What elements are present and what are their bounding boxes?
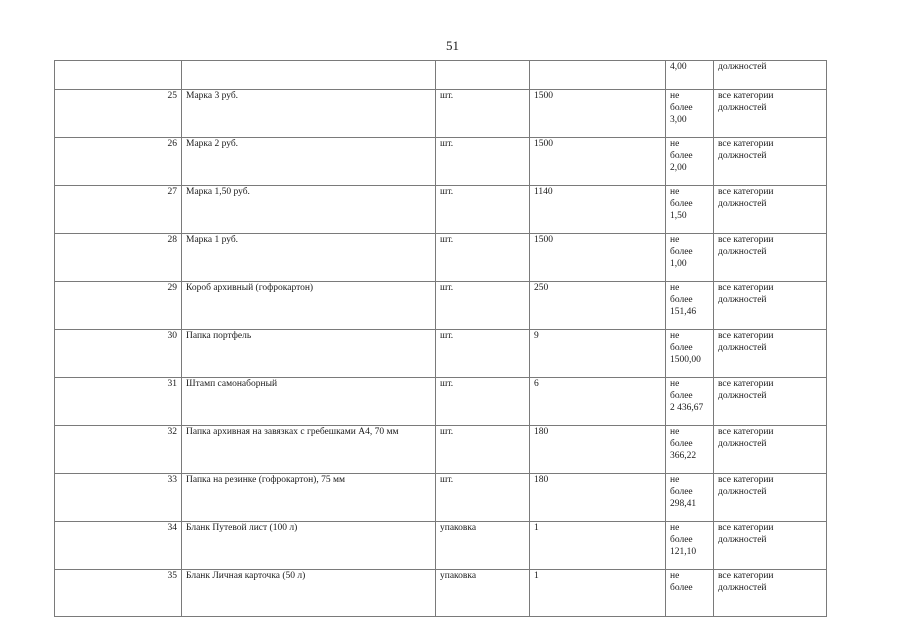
category-line: все категории [718, 91, 774, 101]
qty-cell [530, 234, 666, 282]
category-cell [714, 282, 827, 330]
unit-cell [436, 570, 530, 617]
item-quantity: 1 [534, 571, 539, 581]
category-line: должностей [718, 151, 767, 161]
row-number: 34 [167, 523, 177, 533]
item-quantity: 1140 [534, 187, 553, 197]
price-cell [666, 474, 714, 522]
price-cell [666, 61, 714, 90]
price-line: 1,50 [670, 211, 687, 221]
category-value: должностей [718, 62, 767, 72]
num-cell [55, 570, 182, 617]
item-name: Марка 1,50 руб. [186, 187, 250, 197]
row-number: 31 [167, 379, 177, 389]
unit-cell [436, 282, 530, 330]
table-row [55, 186, 827, 234]
row-number: 28 [167, 235, 177, 245]
num-cell [55, 330, 182, 378]
item-quantity: 1 [534, 523, 539, 533]
price-line: 121,10 [670, 547, 697, 557]
price-cell [666, 234, 714, 282]
price-cell [666, 282, 714, 330]
name-cell [182, 570, 436, 617]
price-line: не [670, 139, 680, 149]
price-line: более [670, 247, 693, 257]
category-line: должностей [718, 439, 767, 449]
qty-cell [530, 90, 666, 138]
name-cell [182, 474, 436, 522]
num-cell [55, 426, 182, 474]
unit-cell [436, 186, 530, 234]
category-line: должностей [718, 103, 767, 113]
qty-cell [530, 570, 666, 617]
item-quantity: 250 [534, 283, 549, 293]
qty-cell [530, 474, 666, 522]
category-cell [714, 186, 827, 234]
price-line: более [670, 487, 693, 497]
item-quantity: 1500 [534, 235, 553, 245]
qty-cell [530, 426, 666, 474]
price-line: 298,41 [670, 499, 697, 509]
price-line: более [670, 439, 693, 449]
qty-cell [530, 522, 666, 570]
qty-cell [530, 330, 666, 378]
price-line: 3,00 [670, 115, 687, 125]
unit-cell [436, 426, 530, 474]
item-unit: шт. [440, 91, 454, 101]
item-name: Папка архивная на завязках с гребешками А4, 70 мм [186, 427, 399, 437]
category-line: все категории [718, 571, 774, 581]
price-cell [666, 378, 714, 426]
price-cell [666, 426, 714, 474]
items-table-body [55, 61, 827, 617]
price-cell [666, 90, 714, 138]
category-cell [714, 378, 827, 426]
category-line: все категории [718, 475, 774, 485]
price-cell [666, 138, 714, 186]
item-name: Штамп самонаборный [186, 379, 278, 389]
table-row [55, 378, 827, 426]
item-unit: шт. [440, 427, 454, 437]
category-cell [714, 234, 827, 282]
category-cell [714, 522, 827, 570]
price-line: не [670, 283, 680, 293]
name-cell [182, 378, 436, 426]
category-line: все категории [718, 283, 774, 293]
price-line: не [670, 523, 680, 533]
category-line: все категории [718, 235, 774, 245]
table-row [55, 474, 827, 522]
table-row [55, 522, 827, 570]
category-cell [714, 61, 827, 90]
item-name: Бланк Путевой лист (100 л) [186, 523, 298, 533]
name-cell [182, 186, 436, 234]
item-quantity: 9 [534, 331, 539, 341]
item-quantity: 180 [534, 475, 549, 485]
table-row [55, 330, 827, 378]
num-cell [55, 234, 182, 282]
category-line: должностей [718, 487, 767, 497]
item-unit: шт. [440, 475, 454, 485]
item-name: Папка на резинке (гофрокартон), 75 мм [186, 475, 345, 485]
qty-cell [530, 186, 666, 234]
category-line: все категории [718, 427, 774, 437]
row-number: 29 [167, 283, 177, 293]
price-line: 1,00 [670, 259, 687, 269]
category-line: все категории [718, 523, 774, 533]
table-row [55, 138, 827, 186]
price-line: более [670, 535, 693, 545]
category-line: должностей [718, 199, 767, 209]
category-line: должностей [718, 535, 767, 545]
row-number: 27 [167, 187, 177, 197]
item-name: Марка 1 руб. [186, 235, 239, 245]
table-row [55, 234, 827, 282]
item-unit: шт. [440, 331, 454, 341]
price-line: более [670, 583, 693, 593]
price-line: более [670, 343, 693, 353]
table-row [55, 90, 827, 138]
item-unit: шт. [440, 283, 454, 293]
price-line: более [670, 199, 693, 209]
qty-cell [530, 282, 666, 330]
item-name: Папка портфель [186, 331, 252, 341]
table-row [55, 426, 827, 474]
unit-cell [436, 330, 530, 378]
category-line: все категории [718, 379, 774, 389]
item-name: Бланк Личная карточка (50 л) [186, 571, 306, 581]
item-name: Короб архивный (гофрокартон) [186, 283, 314, 293]
price-line: 366,22 [670, 451, 697, 461]
unit-cell [436, 522, 530, 570]
unit-cell [436, 378, 530, 426]
row-number: 26 [167, 139, 177, 149]
category-line: должностей [718, 343, 767, 353]
category-cell [714, 138, 827, 186]
category-cell [714, 474, 827, 522]
category-line: все категории [718, 187, 774, 197]
page-number: 51 [446, 38, 459, 53]
price-cell [666, 186, 714, 234]
unit-cell [436, 90, 530, 138]
item-unit: шт. [440, 235, 454, 245]
price-line: не [670, 427, 680, 437]
price-line: не [670, 475, 680, 485]
item-unit: упаковка [440, 571, 477, 581]
name-cell [182, 426, 436, 474]
category-line: должностей [718, 391, 767, 401]
name-cell [182, 138, 436, 186]
price-line: не [670, 91, 680, 101]
unit-cell [436, 138, 530, 186]
unit-cell [436, 474, 530, 522]
price-cell [666, 570, 714, 617]
qty-cell [530, 138, 666, 186]
num-cell [55, 282, 182, 330]
row-number: 32 [167, 427, 177, 437]
price-line: 151,46 [670, 307, 697, 317]
price-line: не [670, 235, 680, 245]
name-cell [182, 234, 436, 282]
price-line: 2,00 [670, 163, 687, 173]
price-line: более [670, 295, 693, 305]
category-line: все категории [718, 139, 774, 149]
name-cell [182, 90, 436, 138]
item-quantity: 180 [534, 427, 549, 437]
qty-cell [530, 378, 666, 426]
row-number: 25 [167, 91, 177, 101]
category-line: должностей [718, 247, 767, 257]
row-number: 30 [167, 331, 177, 341]
item-unit: шт. [440, 187, 454, 197]
category-line: должностей [718, 583, 767, 593]
category-cell [714, 330, 827, 378]
name-cell [182, 61, 436, 90]
category-cell [714, 90, 827, 138]
num-cell [55, 61, 182, 90]
unit-cell [436, 61, 530, 90]
item-quantity: 1500 [534, 139, 553, 149]
price-line: не [670, 571, 680, 581]
price-line: более [670, 151, 693, 161]
table-row [55, 282, 827, 330]
item-quantity: 1500 [534, 91, 553, 101]
num-cell [55, 474, 182, 522]
category-cell [714, 570, 827, 617]
price-line: 1500,00 [670, 355, 701, 365]
category-line: должностей [718, 295, 767, 305]
item-unit: упаковка [440, 523, 477, 533]
price-line: более [670, 103, 693, 113]
item-unit: шт. [440, 139, 454, 149]
name-cell [182, 330, 436, 378]
unit-cell [436, 234, 530, 282]
category-line: все категории [718, 331, 774, 341]
price-cell [666, 522, 714, 570]
row-number: 33 [167, 475, 177, 485]
name-cell [182, 282, 436, 330]
price-line: не [670, 379, 680, 389]
item-quantity: 6 [534, 379, 539, 389]
continuation-row [55, 61, 827, 90]
price-line: не [670, 331, 680, 341]
row-number: 35 [167, 571, 177, 581]
num-cell [55, 522, 182, 570]
price-cell [666, 330, 714, 378]
item-name: Марка 3 руб. [186, 91, 239, 101]
num-cell [55, 90, 182, 138]
item-name: Марка 2 руб. [186, 139, 239, 149]
items-table [54, 60, 827, 617]
table-row [55, 570, 827, 617]
item-unit: шт. [440, 379, 454, 389]
price-line: 2 436,67 [670, 403, 704, 413]
num-cell [55, 378, 182, 426]
num-cell [55, 138, 182, 186]
name-cell [182, 522, 436, 570]
price-value: 4,00 [670, 62, 687, 72]
qty-cell [530, 61, 666, 90]
price-line: более [670, 391, 693, 401]
price-line: не [670, 187, 680, 197]
category-cell [714, 426, 827, 474]
num-cell [55, 186, 182, 234]
